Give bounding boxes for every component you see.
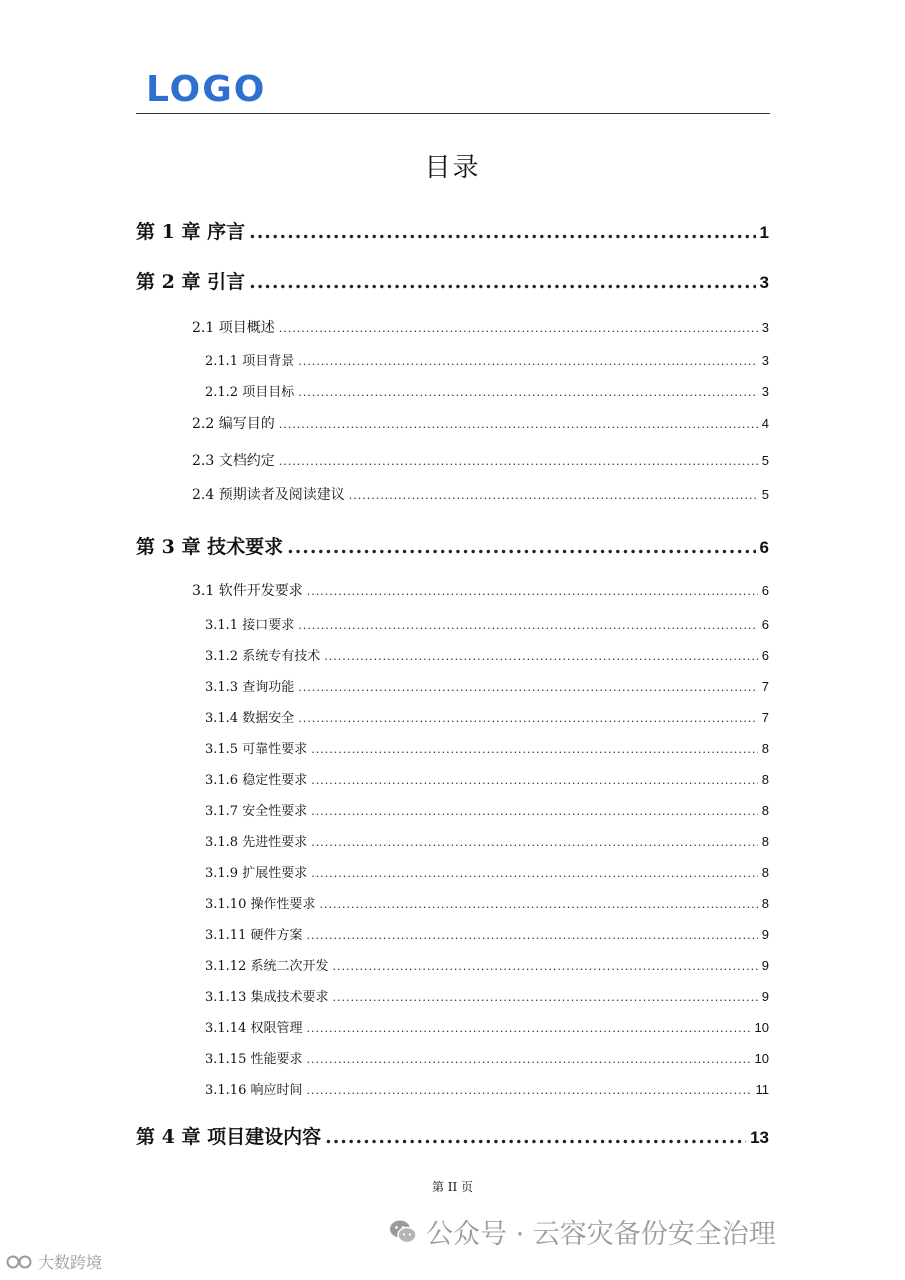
toc-page-number: 9 <box>761 958 769 973</box>
logo: LOGO <box>146 69 267 110</box>
toc-page-number: 7 <box>761 710 769 725</box>
toc-dot-leader <box>311 867 758 880</box>
toc-page-number: 8 <box>761 865 769 880</box>
toc-entry-label: 3.1.9 扩展性要求 <box>205 866 308 881</box>
toc-page-number: 3 <box>761 384 769 399</box>
toc-subsection-entry[interactable] <box>205 924 769 943</box>
toc-subsection-entry[interactable] <box>205 769 769 788</box>
toc-subsection-entry[interactable] <box>205 1048 769 1067</box>
toc-title: 目录 <box>424 153 481 183</box>
toc-subsection-entry[interactable] <box>205 350 769 369</box>
corner-watermark-text: 大数跨境 <box>38 1253 103 1272</box>
toc-dot-leader <box>306 1022 750 1035</box>
toc-entry-label: 3.1.12 系统二次开发 <box>205 959 329 974</box>
toc-entry-label: 第 2 章 引言 <box>136 271 246 293</box>
toc-entry-label: 2.4 预期读者及阅读建议 <box>192 487 345 503</box>
toc-dot-leader <box>298 386 758 399</box>
toc-page-number: 10 <box>754 1051 769 1066</box>
toc-subsection-entry[interactable] <box>205 986 769 1005</box>
toc-dot-leader <box>287 536 755 558</box>
toc-page-number: 5 <box>761 453 769 468</box>
toc-entry-label: 2.2 编写目的 <box>192 416 275 432</box>
toc-entry-label: 2.1.2 项目目标 <box>205 385 295 400</box>
toc-section-entry[interactable] <box>192 484 769 504</box>
toc-page-number: 7 <box>761 679 769 694</box>
toc-subsection-entry[interactable] <box>205 955 769 974</box>
toc-page-number: 1 <box>759 223 769 242</box>
toc-entry-label: 3.1.1 接口要求 <box>205 618 295 633</box>
toc-dot-leader <box>298 681 758 694</box>
header-divider <box>136 113 770 114</box>
toc-subsection-entry[interactable] <box>205 1079 769 1098</box>
toc-entry-label: 3.1.8 先进性要求 <box>205 835 308 850</box>
toc-dot-leader <box>249 221 755 243</box>
brand-mark-icon <box>6 1254 34 1270</box>
toc-entry-label: 3.1.10 操作性要求 <box>205 897 316 912</box>
toc-dot-leader <box>298 619 758 632</box>
toc-dot-leader <box>311 836 758 849</box>
toc-page-number: 13 <box>750 1128 769 1147</box>
toc-chapter-entry[interactable] <box>136 217 769 244</box>
toc-section-entry[interactable] <box>192 317 769 337</box>
toc-page-number: 4 <box>761 416 769 431</box>
toc-page-number: 3 <box>761 320 769 335</box>
toc-entry-label: 3.1.16 响应时间 <box>205 1083 303 1098</box>
toc-entry-label: 3.1.11 硬件方案 <box>205 928 303 943</box>
toc-page-number: 8 <box>761 741 769 756</box>
toc-dot-leader <box>279 418 758 431</box>
toc-subsection-entry[interactable] <box>205 738 769 757</box>
toc-entry-label: 第 4 章 项目建设内容 <box>136 1126 322 1148</box>
toc-dot-leader <box>306 1053 750 1066</box>
toc-dot-leader <box>306 1084 751 1097</box>
toc-entry-label: 3.1.7 安全性要求 <box>205 804 308 819</box>
toc-page-number: 9 <box>761 989 769 1004</box>
toc-dot-leader <box>324 650 758 663</box>
toc-dot-leader <box>332 991 757 1004</box>
toc-section-entry[interactable] <box>192 413 769 433</box>
toc-entry-label: 2.1.1 项目背景 <box>205 354 295 369</box>
toc-subsection-entry[interactable] <box>205 676 769 695</box>
toc-chapter-entry[interactable] <box>136 267 769 294</box>
toc-subsection-entry[interactable] <box>205 862 769 881</box>
toc-subsection-entry[interactable] <box>205 893 769 912</box>
toc-dot-leader <box>306 929 757 942</box>
toc-entry-label: 3.1.13 集成技术要求 <box>205 990 329 1005</box>
toc-page-number: 3 <box>761 353 769 368</box>
toc-page-number: 6 <box>761 583 769 598</box>
toc-dot-leader <box>298 355 758 368</box>
toc-page-number: 6 <box>761 617 769 632</box>
toc-dot-leader <box>279 455 758 468</box>
toc-entry-label: 第 1 章 序言 <box>136 221 246 243</box>
toc-chapter-entry[interactable] <box>136 532 769 559</box>
toc-page-number: 6 <box>761 648 769 663</box>
watermark <box>388 1212 776 1251</box>
toc-entry-label: 3.1.3 查询功能 <box>205 680 295 695</box>
toc-entry-label: 3.1.5 可靠性要求 <box>205 742 308 757</box>
toc-subsection-entry[interactable] <box>205 381 769 400</box>
toc-dot-leader <box>249 271 755 293</box>
toc-subsection-entry[interactable] <box>205 800 769 819</box>
toc-subsection-entry[interactable] <box>205 645 769 664</box>
toc-dot-leader <box>311 805 758 818</box>
toc-dot-leader <box>311 774 758 787</box>
watermark-text: 公众号 · 云容灾备份安全治理 <box>426 1219 776 1250</box>
toc-subsection-entry[interactable] <box>205 614 769 633</box>
toc-page-number: 8 <box>761 834 769 849</box>
toc-subsection-entry[interactable] <box>205 1017 769 1036</box>
toc-dot-leader <box>332 960 757 973</box>
toc-entry-label: 3.1.4 数据安全 <box>205 711 295 726</box>
toc-dot-leader <box>319 898 757 911</box>
toc-section-entry[interactable] <box>192 450 769 470</box>
toc-page-number: 8 <box>761 896 769 911</box>
toc-dot-leader <box>298 712 758 725</box>
toc-section-entry[interactable] <box>192 580 769 600</box>
toc-entry-label: 第 3 章 技术要求 <box>136 536 284 558</box>
corner-watermark <box>6 1250 102 1273</box>
toc-dot-leader <box>311 743 758 756</box>
toc-entry-label: 3.1 软件开发要求 <box>192 583 303 599</box>
toc-chapter-entry[interactable] <box>136 1122 769 1149</box>
toc-page-number: 3 <box>759 273 769 292</box>
wechat-icon <box>388 1217 418 1247</box>
toc-dot-leader <box>349 489 758 502</box>
toc-entry-label: 3.1.14 权限管理 <box>205 1021 303 1036</box>
toc-page-number: 11 <box>755 1082 769 1097</box>
toc-subsection-entry[interactable] <box>205 707 769 726</box>
toc-subsection-entry[interactable] <box>205 831 769 850</box>
page-number-footer: 第 II 页 <box>431 1180 474 1194</box>
toc-entry-label: 3.1.6 稳定性要求 <box>205 773 308 788</box>
toc-entry-label: 3.1.2 系统专有技术 <box>205 649 321 664</box>
toc-page-number: 8 <box>761 803 769 818</box>
toc-page-number: 6 <box>759 538 769 557</box>
toc-dot-leader <box>279 322 758 335</box>
toc-entry-label: 3.1.15 性能要求 <box>205 1052 303 1067</box>
toc-page-number: 10 <box>754 1020 769 1035</box>
toc-dot-leader <box>325 1126 746 1148</box>
toc-page-number: 9 <box>761 927 769 942</box>
toc-page-number: 8 <box>761 772 769 787</box>
toc-dot-leader <box>307 585 758 598</box>
toc-page-number: 5 <box>761 487 769 502</box>
toc-entry-label: 2.3 文档约定 <box>192 453 275 469</box>
toc-entry-label: 2.1 项目概述 <box>192 320 275 336</box>
